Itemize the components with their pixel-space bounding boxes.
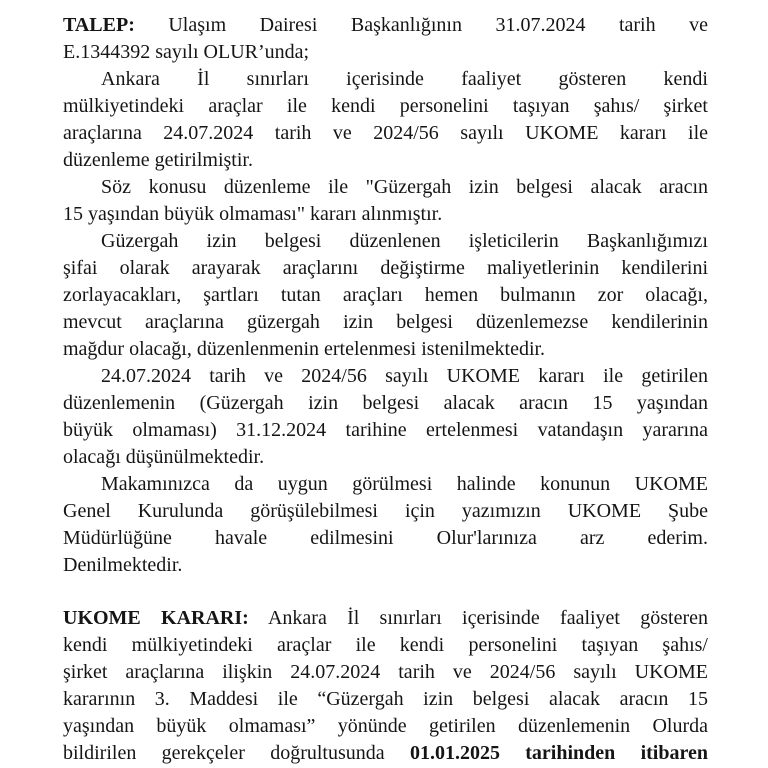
document-line <box>63 686 708 713</box>
document-line <box>63 471 708 498</box>
body-text: 24.07.2024 tarih ve 2024/56 sayılı UKOME kararı ile getirilen <box>101 365 708 387</box>
document-line <box>63 390 708 417</box>
document-line <box>63 525 708 552</box>
body-text: Müdürlüğüne havale edilmesini Olur'larınıza arz ederim. <box>63 527 708 549</box>
bold-text: 01.01.2025 tarihinden itibaren <box>409 742 708 764</box>
document-line <box>63 363 708 390</box>
document-line <box>63 282 708 309</box>
body-text: Söz konusu düzenleme ile "Güzergah izin belgesi alacak aracın <box>101 176 708 198</box>
document-body <box>63 12 708 767</box>
document-line <box>63 444 708 471</box>
body-text: olacağı düşünülmektedir. <box>63 446 265 468</box>
document-line <box>63 201 708 228</box>
body-text: Ulaşım Dairesi Başkanlığının 31.07.2024 tarih ve <box>134 14 708 36</box>
body-text: mağdur olacağı, düzenlenmenin ertelenmesi istenilmektedir. <box>63 338 546 360</box>
document-line <box>63 12 708 39</box>
body-text: E.1344392 sayılı OLUR’unda; <box>63 41 310 63</box>
document-line <box>63 147 708 174</box>
body-text: 15 yaşından büyük olmaması" kararı alınmıştır. <box>63 203 443 225</box>
document-line <box>63 659 708 686</box>
document-line <box>63 417 708 444</box>
body-text: şirket araçlarına ilişkin 24.07.2024 tarih ve 2024/56 sayılı UKOME <box>63 661 708 683</box>
body-text: yaşından büyük olmaması” yönünde getirilen düzenlemenin Olurda <box>63 715 708 737</box>
body-text: Makamınızca da uygun görülmesi halinde konunun UKOME <box>101 473 708 495</box>
body-text: zorlayacakları, şartları tutan araçları hemen bulmanın zor olacağı, <box>63 284 708 306</box>
document-line <box>63 713 708 740</box>
document-line <box>63 66 708 93</box>
body-text: Ankara İl sınırları içerisinde faaliyet gösteren kendi <box>101 68 708 90</box>
document-line <box>63 498 708 525</box>
bold-text: TALEP: <box>63 14 135 36</box>
document-line <box>63 552 708 579</box>
body-text: büyük olmaması) 31.12.2024 tarihine ertelenmesi vatandaşın yararına <box>63 419 708 441</box>
document-line <box>63 309 708 336</box>
body-text: Denilmektedir. <box>63 554 183 576</box>
body-text: mevcut araçlarına güzergah izin belgesi düzenlemezse kendilerinin <box>63 311 708 333</box>
body-text: düzenleme getirilmiştir. <box>63 149 253 171</box>
document-line <box>63 632 708 659</box>
body-text: Ankara İl sınırları içerisinde faaliyet gösteren <box>248 607 708 629</box>
body-text: kararının 3. Maddesi ile “Güzergah izin belgesi alacak aracın 15 <box>63 688 708 710</box>
bold-text: UKOME KARARI: <box>63 607 249 629</box>
document-line <box>63 120 708 147</box>
body-text: Genel Kurulunda görüşülebilmesi için yazımızın UKOME Şube <box>63 500 708 522</box>
document-line <box>63 39 708 66</box>
document-line <box>63 740 708 767</box>
body-text: şifai olarak arayarak araçlarını değiştirme maliyetlerinin kendilerini <box>63 257 708 279</box>
document-line <box>63 174 708 201</box>
document-line <box>63 255 708 282</box>
body-text: Güzergah izin belgesi düzenlenen işleticilerin Başkanlığımızı <box>101 230 708 252</box>
document-line <box>63 605 708 632</box>
body-text: mülkiyetindeki araçlar ile kendi personelini taşıyan şahıs/ şirket <box>63 95 708 117</box>
document-line <box>63 336 708 363</box>
body-text: kendi mülkiyetindeki araçlar ile kendi personelini taşıyan şahıs/ <box>63 634 708 656</box>
document-line <box>63 228 708 255</box>
body-text: düzenlemenin (Güzergah izin belgesi alacak aracın 15 yaşından <box>63 392 708 414</box>
document-line <box>63 93 708 120</box>
body-text: bildirilen gerekçeler doğrultusunda <box>63 742 410 764</box>
body-text: araçlarına 24.07.2024 tarih ve 2024/56 sayılı UKOME kararı ile <box>63 122 708 144</box>
